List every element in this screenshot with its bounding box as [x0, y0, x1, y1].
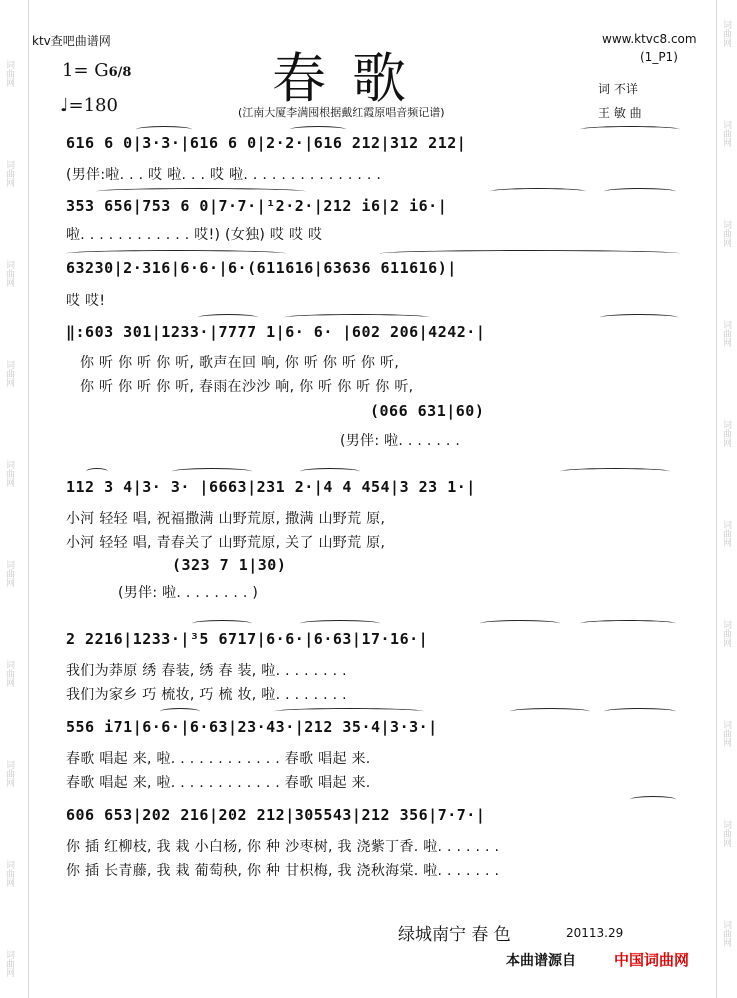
lyric-line: 我们为莽原 绣 春装, 绣 春 装, 啦. . . . . . . .	[66, 663, 347, 679]
watermark-text: 词曲网	[4, 660, 14, 687]
key-label: 1= G	[62, 60, 109, 81]
watermark-text: 词曲网	[4, 760, 14, 787]
slur	[274, 708, 424, 715]
song-title: 春歌	[272, 47, 432, 110]
watermark-text: 词曲网	[4, 950, 14, 977]
watermark-text: 词曲网	[721, 820, 731, 847]
notation-line: 2 2216|1233·|³5 6717|6·6·|6·63|17·16·|	[66, 630, 429, 648]
slur	[480, 620, 560, 627]
slur	[192, 620, 252, 627]
time-signature: 6/8	[108, 65, 132, 80]
site-url-right: www.ktvc8.com	[602, 32, 697, 46]
lyric-line: 你 听 你 听 你 听, 歌声在回 响, 你 听 你 听 你 听,	[80, 355, 400, 371]
slur	[510, 708, 590, 715]
source-label: 本曲谱源自	[506, 953, 576, 969]
slur	[300, 468, 360, 475]
notation-line: 556 i71|6·6·|6·63|23·43·|212 35·4|3·3·|	[66, 718, 438, 736]
notation-line: (323 7 1|30)	[172, 556, 287, 574]
lyric-line: 小河 轻轻 唱, 青春关了 山野荒原, 关了 山野荒 原,	[66, 535, 386, 551]
composer-credit: 王 敏 曲	[598, 106, 642, 120]
notation-line: 616 6 0|3·3·|616 6 0|2·2·|616 212|312 212|	[66, 134, 467, 152]
watermark-text: 词曲网	[721, 320, 731, 347]
slur	[66, 250, 286, 257]
slur	[630, 796, 676, 803]
slur	[580, 620, 676, 627]
watermark-text: 词曲网	[4, 60, 14, 87]
slur	[560, 468, 670, 475]
source-site: 中国词曲网	[614, 951, 690, 969]
notation-line: 112 3 4|3· 3· |6663|231 2·|4 4 454|3 23 1·|	[66, 478, 476, 496]
arranger-signature: 绿城南宁 春 色	[398, 925, 511, 945]
slur	[96, 188, 306, 195]
subtitle: (江南大厦李满囤根据戴红霞原唱音频记谱)	[238, 106, 445, 119]
slur	[600, 314, 678, 321]
lyric-line: 你 插 长青藤, 我 栽 葡萄秧, 你 种 甘枳梅, 我 浇秋海棠. 啦. . . . . . .	[66, 863, 500, 879]
watermark-text: 词曲网	[4, 460, 14, 487]
lyric-line: 啦. . . . . . . . . . . . 哎!) (女独) 哎 哎 哎	[66, 227, 323, 243]
lyric-line: 你 插 红柳枝, 我 栽 小白杨, 你 种 沙枣树, 我 浇紫丁香. 啦. . . . . . .	[66, 839, 500, 855]
watermark-text: 词曲网	[4, 260, 14, 287]
watermark-text: 词曲网	[4, 360, 14, 387]
watermark-text: 词曲网	[721, 920, 731, 947]
arranged-date: 20113.29	[566, 926, 624, 940]
page-marker: (1_P1)	[640, 50, 678, 64]
site-name-left: ktv查吧曲谱网	[32, 34, 111, 48]
watermark-text: 词曲网	[4, 160, 14, 187]
notation-line: 606 653|202 216|202 212|305543|212 356|7·7·|	[66, 806, 486, 824]
notation-line: 353 656|753 6 0|7·7·|¹2·2·|212 i6|2 i6·|	[66, 197, 448, 215]
slur	[604, 188, 676, 195]
watermark-text: 词曲网	[721, 120, 731, 147]
watermark-text: 词曲网	[721, 20, 731, 47]
lyric-line: (男伴: 啦. . . . . . .	[340, 433, 461, 449]
slur	[136, 126, 192, 133]
slur	[580, 126, 680, 133]
lyric-line: 我们为家乡 巧 梳妆, 巧 梳 妆, 啦. . . . . . . .	[66, 687, 347, 703]
watermark-text: 词曲网	[721, 520, 731, 547]
lyricist-credit: 词 不详	[598, 82, 638, 96]
lyric-line: 春歌 唱起 来, 啦. . . . . . . . . . . . 春歌 唱起 来.	[66, 775, 371, 791]
lyric-line: (男伴: 啦. . . . . . . . )	[118, 585, 259, 601]
lyric-line: (男伴:啦. . . 哎 啦. . . 哎 啦. . . . . . . . . . . . . . .	[66, 167, 382, 183]
right-watermark-strip	[716, 0, 737, 998]
lyric-line: 春歌 唱起 来, 啦. . . . . . . . . . . . 春歌 唱起 来.	[66, 751, 371, 767]
slur	[300, 620, 380, 627]
watermark-text: 词曲网	[4, 860, 14, 887]
left-watermark-strip	[0, 0, 29, 998]
slur	[604, 708, 676, 715]
slur	[198, 314, 258, 321]
lyric-line: 小河 轻轻 唱, 祝福撒满 山野荒原, 撒满 山野荒 原,	[66, 511, 386, 527]
slur	[172, 468, 252, 475]
notation-line: 63230|2·316|6·6·|6·(611616|63636 611616)|	[66, 259, 457, 277]
slur	[160, 708, 200, 715]
slur	[290, 126, 346, 133]
slur	[86, 468, 108, 475]
slur	[284, 314, 430, 321]
notation-line: ‖:603 301|1233·|7777 1|6· 6· |602 206|4242·|	[66, 323, 486, 341]
watermark-text: 词曲网	[721, 720, 731, 747]
slur	[490, 188, 586, 195]
watermark-text: 词曲网	[721, 420, 731, 447]
watermark-text: 词曲网	[721, 620, 731, 647]
notation-line: (066 631|60)	[370, 402, 485, 420]
key-signature	[62, 60, 131, 81]
watermark-text: 词曲网	[4, 560, 14, 587]
watermark-text: 词曲网	[721, 220, 731, 247]
lyric-line: 哎 哎!	[66, 293, 106, 309]
slur	[380, 250, 680, 257]
tempo-mark: ♩=180	[60, 95, 118, 116]
lyric-line: 你 听 你 听 你 听, 春雨在沙沙 响, 你 听 你 听 你 听,	[80, 379, 414, 395]
